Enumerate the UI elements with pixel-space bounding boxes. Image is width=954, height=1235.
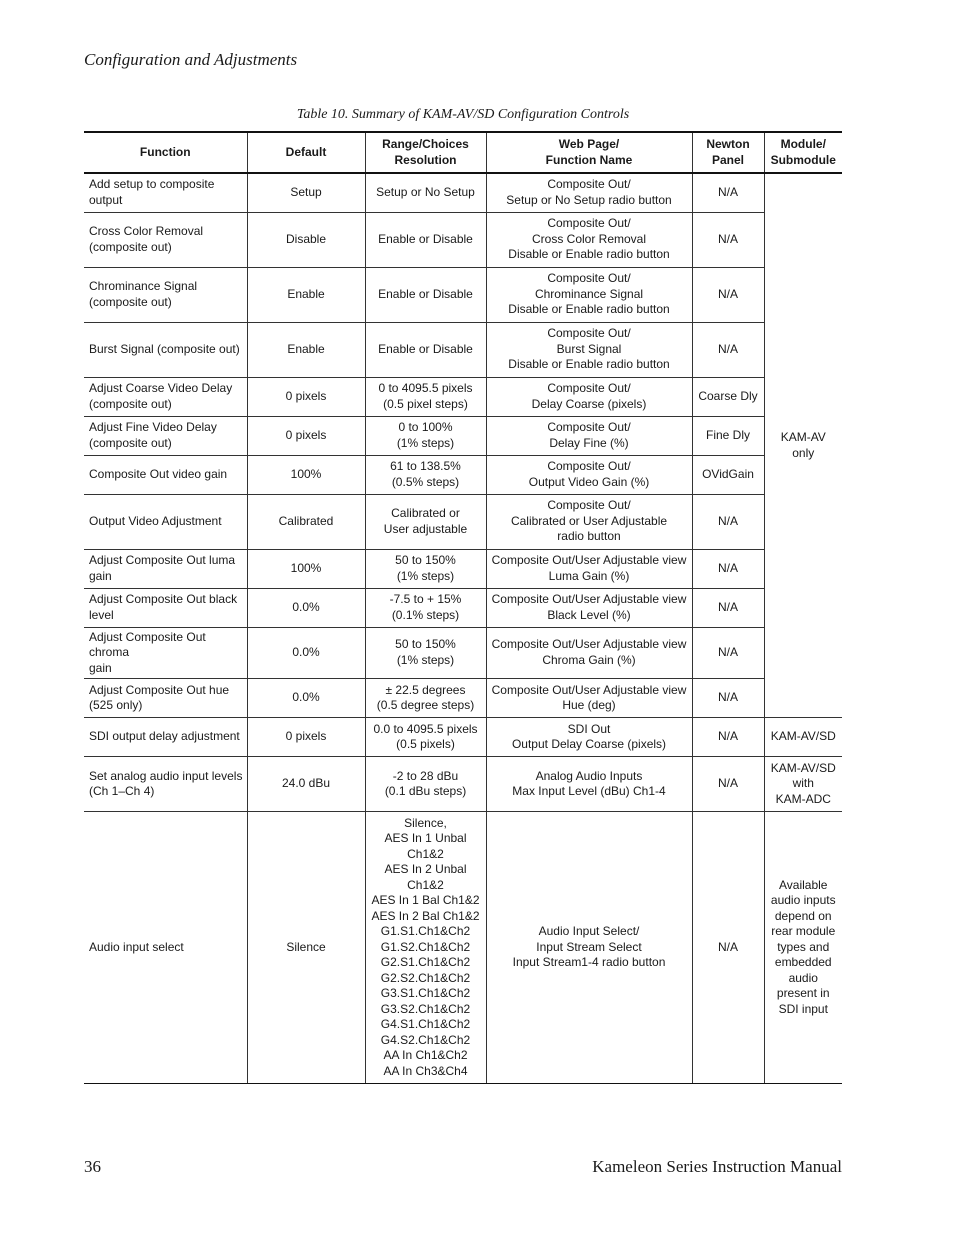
cell-newton-panel: N/A	[692, 718, 764, 757]
cell-range: -2 to 28 dBu (0.1 dBu steps)	[365, 757, 486, 812]
cell-default: Disable	[247, 212, 365, 267]
cell-range: -7.5 to + 15% (0.1% steps)	[365, 588, 486, 627]
cell-newton-panel: N/A	[692, 757, 764, 812]
table-row	[84, 267, 842, 322]
column-header-range: Range/Choices Resolution	[365, 132, 486, 173]
cell-function: Adjust Fine Video Delay (composite out)	[84, 416, 247, 455]
cell-default: 100%	[247, 549, 365, 588]
cell-web-page: Composite Out/ Burst Signal Disable or Enable radio button	[486, 322, 692, 377]
cell-web-page: SDI Out Output Delay Coarse (pixels)	[486, 718, 692, 757]
table-header-row	[84, 132, 842, 173]
column-header-default: Default	[247, 132, 365, 173]
cell-newton-panel: Fine Dly	[692, 416, 764, 455]
column-header-newton-panel: Newton Panel	[692, 132, 764, 173]
cell-newton-panel: N/A	[692, 588, 764, 627]
cell-default: 0 pixels	[247, 718, 365, 757]
table-row	[84, 718, 842, 757]
column-header-module: Module/ Submodule	[764, 132, 842, 173]
cell-module: KAM-AV/SD	[764, 718, 842, 757]
cell-newton-panel: N/A	[692, 812, 764, 1084]
table-row	[84, 173, 842, 212]
cell-newton-panel: N/A	[692, 627, 764, 679]
cell-range: 0.0 to 4095.5 pixels (0.5 pixels)	[365, 718, 486, 757]
cell-newton-panel: N/A	[692, 267, 764, 322]
cell-function: Adjust Coarse Video Delay (composite out)	[84, 377, 247, 416]
table-row	[84, 549, 842, 588]
cell-module: KAM-AV/SD with KAM-ADC	[764, 757, 842, 812]
cell-module-merged: KAM-AV only	[764, 173, 842, 718]
cell-web-page: Composite Out/User Adjustable view Hue (deg)	[486, 679, 692, 718]
table-caption: Table 10. Summary of KAM-AV/SD Configuration Controls	[296, 107, 630, 122]
cell-default: 0.0%	[247, 627, 365, 679]
cell-range: 0 to 100% (1% steps)	[365, 416, 486, 455]
table-row	[84, 757, 842, 812]
cell-web-page: Composite Out/ Chrominance Signal Disable or Enable radio button	[486, 267, 692, 322]
running-head-title: Configuration and Adjustments	[84, 50, 298, 69]
cell-module: Available audio inputs depend on rear module types and embedded audio present in SDI input	[764, 812, 842, 1084]
table-row	[84, 812, 842, 1084]
cell-newton-panel: N/A	[692, 212, 764, 267]
column-header-function: Function	[84, 132, 247, 173]
cell-web-page: Composite Out/ Output Video Gain (%)	[486, 455, 692, 494]
cell-function: Adjust Composite Out hue (525 only)	[84, 679, 247, 718]
table-row	[84, 679, 842, 718]
cell-range: Setup or No Setup	[365, 173, 486, 212]
cell-default: 0 pixels	[247, 416, 365, 455]
table-row	[84, 588, 842, 627]
cell-range: Enable or Disable	[365, 322, 486, 377]
cell-web-page: Audio Input Select/ Input Stream Select Input Stream1-4 radio button	[486, 812, 692, 1084]
cell-function: Output Video Adjustment	[84, 494, 247, 549]
cell-function: Audio input select	[84, 812, 247, 1084]
cell-newton-panel: Coarse Dly	[692, 377, 764, 416]
cell-newton-panel: N/A	[692, 173, 764, 212]
cell-default: 0.0%	[247, 679, 365, 718]
cell-function: Chrominance Signal (composite out)	[84, 267, 247, 322]
cell-default: Calibrated	[247, 494, 365, 549]
cell-newton-panel: N/A	[692, 679, 764, 718]
cell-default: 100%	[247, 455, 365, 494]
cell-default: Silence	[247, 812, 365, 1084]
cell-function: Cross Color Removal (composite out)	[84, 212, 247, 267]
cell-function: Burst Signal (composite out)	[84, 322, 247, 377]
cell-function: Adjust Composite Out black level	[84, 588, 247, 627]
cell-default: Enable	[247, 322, 365, 377]
cell-range: 50 to 150% (1% steps)	[365, 549, 486, 588]
cell-function: Set analog audio input levels (Ch 1–Ch 4)	[84, 757, 247, 812]
cell-default: 0.0%	[247, 588, 365, 627]
manual-title: Kameleon Series Instruction Manual	[592, 1157, 842, 1176]
cell-web-page: Analog Audio Inputs Max Input Level (dBu) Ch1-4	[486, 757, 692, 812]
cell-default: 24.0 dBu	[247, 757, 365, 812]
cell-range: ± 22.5 degrees (0.5 degree steps)	[365, 679, 486, 718]
table-row	[84, 212, 842, 267]
table-row	[84, 416, 842, 455]
cell-range: 0 to 4095.5 pixels (0.5 pixel steps)	[365, 377, 486, 416]
cell-range: 50 to 150% (1% steps)	[365, 627, 486, 679]
cell-newton-panel: OVidGain	[692, 455, 764, 494]
cell-web-page: Composite Out/ Cross Color Removal Disable or Enable radio button	[486, 212, 692, 267]
table-row	[84, 377, 842, 416]
cell-function: Add setup to composite output	[84, 173, 247, 212]
table-row	[84, 455, 842, 494]
cell-range: Enable or Disable	[365, 212, 486, 267]
cell-web-page: Composite Out/ Delay Fine (%)	[486, 416, 692, 455]
cell-function: Composite Out video gain	[84, 455, 247, 494]
cell-web-page: Composite Out/ Delay Coarse (pixels)	[486, 377, 692, 416]
config-controls-table	[84, 131, 842, 1084]
cell-web-page: Composite Out/User Adjustable view Luma Gain (%)	[486, 549, 692, 588]
table-row	[84, 322, 842, 377]
cell-default: 0 pixels	[247, 377, 365, 416]
cell-web-page: Composite Out/User Adjustable view Chroma Gain (%)	[486, 627, 692, 679]
cell-web-page: Composite Out/ Calibrated or User Adjustable radio button	[486, 494, 692, 549]
cell-function: Adjust Composite Out chroma gain	[84, 627, 247, 679]
cell-function: SDI output delay adjustment	[84, 718, 247, 757]
column-header-web-page: Web Page/ Function Name	[486, 132, 692, 173]
cell-newton-panel: N/A	[692, 549, 764, 588]
cell-web-page: Composite Out/User Adjustable view Black Level (%)	[486, 588, 692, 627]
page-number: 36	[84, 1157, 101, 1176]
table-row	[84, 494, 842, 549]
cell-default: Setup	[247, 173, 365, 212]
table-row	[84, 627, 842, 679]
cell-newton-panel: N/A	[692, 494, 764, 549]
cell-function: Adjust Composite Out luma gain	[84, 549, 247, 588]
cell-range: Silence, AES In 1 Unbal Ch1&2 AES In 2 Unbal Ch1&2 AES In 1 Bal Ch1&2 AES In 2 Bal Ch1&2 G1.S1.Ch1&Ch2 G1.S2.Ch1&Ch2 G2.S1.Ch1&Ch2 G2.S2.Ch1&Ch2 G3.S1.Ch1&Ch2 G3.S2.Ch1&Ch2 G4.S1.Ch1&Ch2 G4.S2.Ch1&Ch2 AA In Ch1&Ch2 AA In Ch3&Ch4	[365, 812, 486, 1084]
cell-web-page: Composite Out/ Setup or No Setup radio button	[486, 173, 692, 212]
cell-newton-panel: N/A	[692, 322, 764, 377]
cell-range: Calibrated or User adjustable	[365, 494, 486, 549]
cell-range: 61 to 138.5% (0.5% steps)	[365, 455, 486, 494]
cell-range: Enable or Disable	[365, 267, 486, 322]
cell-default: Enable	[247, 267, 365, 322]
